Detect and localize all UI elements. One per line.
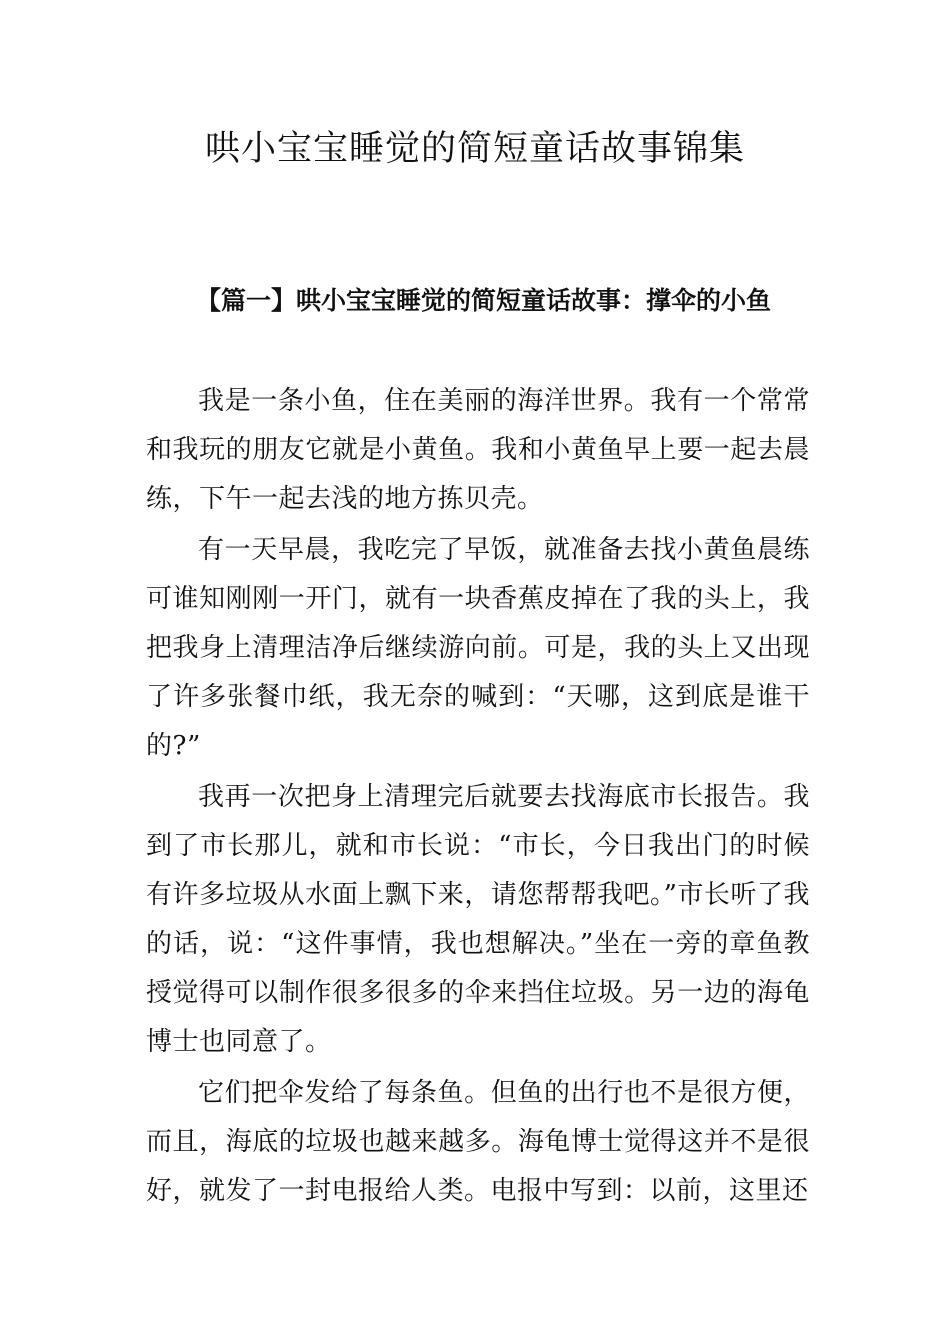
section-heading: 【篇一】哄小宝宝睡觉的简短童话故事：撑伞的小鱼: [196, 286, 772, 315]
paragraph-1: 我是一条小鱼，住在美丽的海洋世界。我有一个常常和我玩的朋友它就是小黄鱼。我和小黄鱼早上要一起去晨练，下午一起去浅的地方拣贝壳。: [146, 386, 810, 514]
paragraph-2: 有一天早晨，我吃完了早饭，就准备去找小黄鱼晨练可谁知刚刚一开门，就有一块香蕉皮掉在了我的头上，我把我身上清理洁净后继续游向前。可是，我的头上又出现了许多张餐巾纸，我无奈的喊到：“天哪，这到底是谁干的?”: [146, 535, 810, 761]
story-body: [146, 377, 810, 1218]
paragraph-4: 它们把伞发给了每条鱼。但鱼的出行也不是很方便，而且，海底的垃圾也越来越多。海龟博士觉得这并不是很好，就发了一封电报给人类。电报中写到：以前，这里还: [146, 1078, 810, 1206]
paragraph-3: 我再一次把身上清理完后就要去找海底市长报告。我到了市长那儿，就和市长说：“市长，今日我出门的时候有许多垃圾从水面上飘下来，请您帮帮我吧。”市长听了我的话，说：“这件事情，我也想解决。”坐在一旁的章鱼教授觉得可以制作很多很多的伞来挡住垃圾。另一边的海龟博士也同意了。: [146, 782, 810, 1057]
document-title: 哄小宝宝睡觉的简短童话故事锦集: [204, 129, 745, 169]
